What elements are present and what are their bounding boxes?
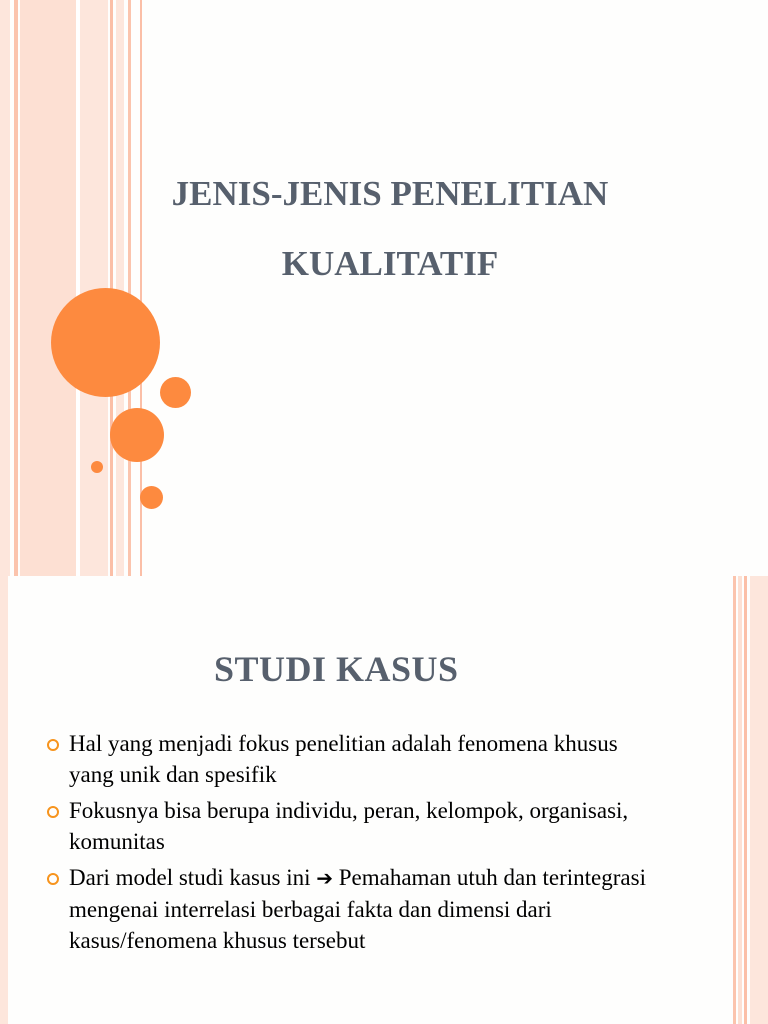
circle-bullet-icon [47, 806, 59, 818]
small-circle [140, 486, 163, 509]
decorative-stripe [128, 0, 131, 576]
large-circle [51, 288, 160, 397]
bullet-text: Dari model studi kasus ini [69, 865, 317, 890]
decorative-stripe [0, 0, 10, 576]
decorative-stripe [750, 576, 768, 1024]
circle-bullet-icon [47, 873, 59, 885]
circle-bullet-icon [47, 739, 59, 751]
list-item [44, 862, 664, 956]
decorative-stripe [733, 576, 736, 1024]
list-item [44, 728, 664, 790]
list-item [44, 795, 664, 857]
bullet-text: Fokusnya bisa berupa individu, peran, kelompok, organisasi, komunitas [69, 798, 629, 854]
decorative-stripe [738, 576, 742, 1024]
decorative-stripe [744, 576, 747, 1024]
decorative-stripe [14, 0, 18, 576]
bullet-text: Pemahaman utuh dan terintegrasi mengenai interrelasi berbagai fakta dan dimensi dari kasus/fenomena khusus tersebut [69, 865, 646, 953]
bullet-list [44, 728, 664, 961]
bullet-text: Hal yang menjadi fokus penelitian adalah fenomena khusus yang unik dan spesifik [69, 731, 618, 787]
slide-title: STUDI KASUS [214, 649, 459, 689]
slide-title-line2: KUALITATIF [281, 244, 499, 283]
slide-title-line1: JENIS-JENIS PENELITIAN [171, 174, 609, 213]
tiny-circle [91, 461, 103, 473]
decorative-stripe [0, 576, 8, 1024]
arrow-right-icon: ➔ [316, 866, 333, 890]
decorative-stripe [116, 0, 124, 576]
decorative-stripe [20, 0, 76, 576]
medium-circle [110, 408, 164, 462]
small-circle [160, 377, 191, 408]
